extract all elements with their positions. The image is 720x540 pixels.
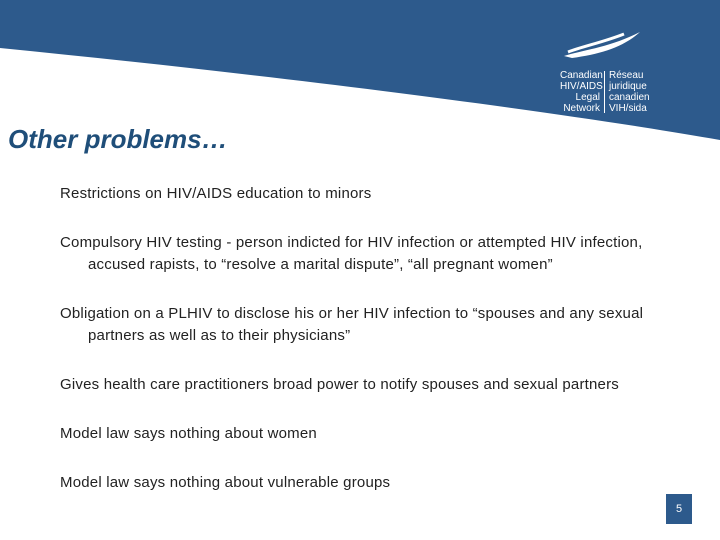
- bullet-item: Compulsory HIV testing - person indicted for HIV infection or attempted HIV infection, accused rapists, to “resolve a marital dispute”, “all pregnant women”: [60, 234, 643, 273]
- logo-line: Network: [563, 103, 600, 114]
- logo-text-french: [605, 70, 650, 114]
- logo-swoosh-icon: [560, 28, 650, 64]
- logo-line: Canadian: [560, 70, 603, 81]
- logo-line: Legal: [575, 92, 600, 103]
- logo-line: Réseau: [609, 70, 644, 81]
- bullet-item: Gives health care practitioners broad power to notify spouses and sexual partners: [60, 376, 619, 393]
- bullet-item: Obligation on a PLHIV to disclose his or her HIV infection to “spouses and any sexual partners as well as to their physicians”: [60, 305, 644, 344]
- slide-title: Other problems…: [8, 124, 228, 154]
- logo-line: HIV/AIDS: [560, 81, 603, 92]
- logo-text-english: [560, 70, 604, 114]
- network-logo: [560, 28, 710, 113]
- logo-text: [560, 70, 710, 114]
- bullet-item: Model law says nothing about vulnerable groups: [60, 474, 391, 491]
- logo-line: VIH/sida: [609, 103, 647, 114]
- bullet-item: Model law says nothing about women: [60, 425, 317, 442]
- page-number-badge: 5: [666, 494, 692, 524]
- bullet-list: [60, 183, 700, 521]
- bullet-item: Restrictions on HIV/AIDS education to minors: [60, 185, 372, 202]
- logo-line: canadien: [609, 92, 650, 103]
- logo-line: juridique: [609, 81, 647, 92]
